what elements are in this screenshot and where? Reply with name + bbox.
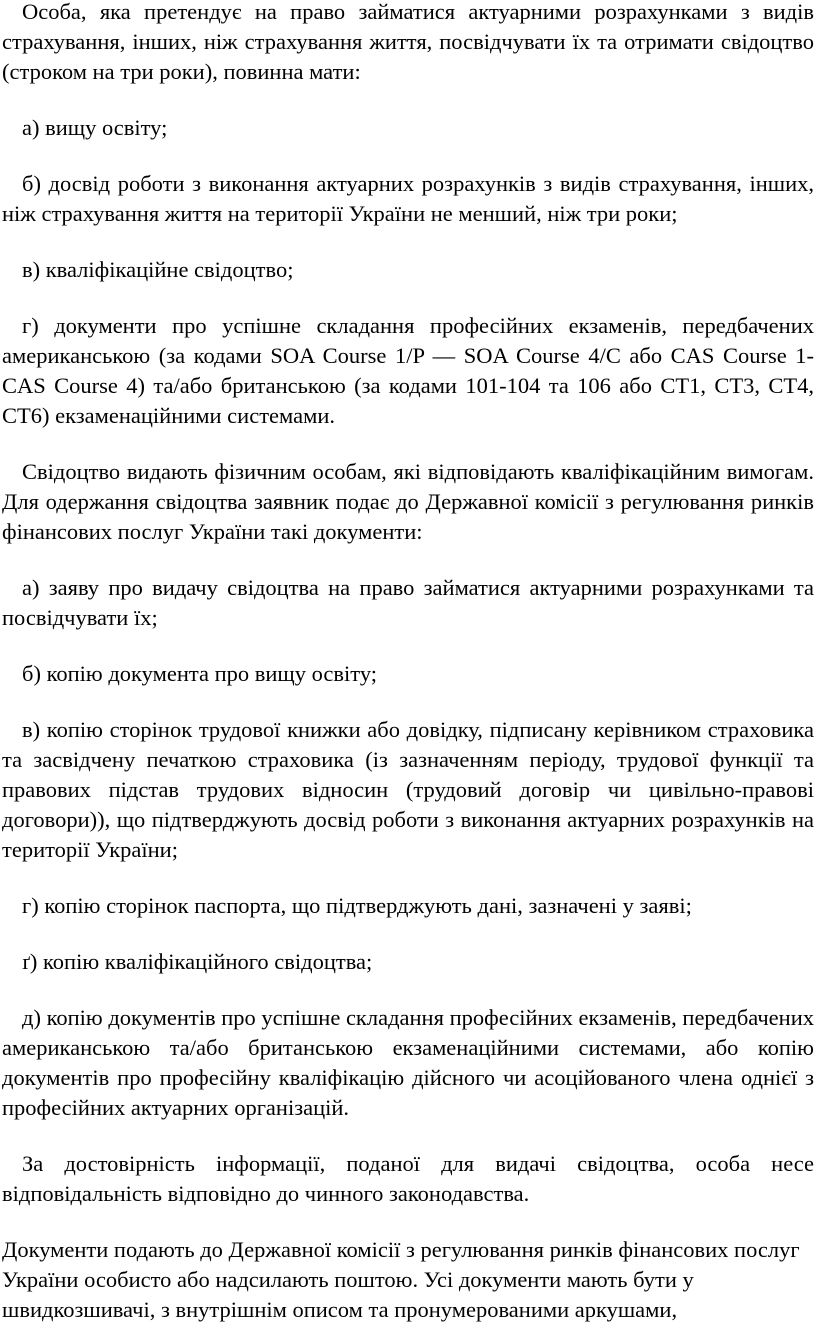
list-item-exam-documents-copy: д) копію документів про успішне складання професійних екзаменів, передбачених американською та/або британською екзаменаційними системами, або копію документів про професійну кваліфікацію дійсного чи асоційованого члена однієї з професійних актуарних організацій. bbox=[2, 1005, 814, 1120]
list-item-work-experience: б) досвід роботи з виконання актуарних розрахунків з видів страхування, інших, ніж страхування життя на території України не менший, ніж три роки; bbox=[2, 171, 814, 226]
list-item-higher-education: а) вищу освіту; bbox=[22, 115, 168, 140]
list-item-diploma-copy: б) копію документа про вищу освіту; bbox=[22, 661, 378, 686]
paragraph-responsibility: За достовірність інформації, поданої для видачі свідоцтва, особа несе відповідальність відповідно до чинного законодавства. bbox=[2, 1151, 814, 1206]
paragraph-actuary-requirements: Особа, яка претендує на право займатися актуарними розрахунками з видів страхування, інших, ніж страхування життя, посвідчувати їх та отримати свідоцтво (строком на три роки), повинна мати: bbox=[2, 0, 814, 84]
paragraph-submission: Документи подають до Державної комісії з регулювання ринків фінансових послуг України особисто або надсилають поштою. Усі документи мають бути у швидкозшивачі, з внутрішнім описом та пронумерованими аркушами, bbox=[2, 1237, 800, 1322]
list-item-employment-record-copy: в) копію сторінок трудової книжки або довідку, підписану керівником страховика та засвідчену печаткою страховика (із зазначенням періоду, трудової функції та правових підстав трудових відносин (трудовий договір чи цивільно-правові договори)), що підтверджують досвід роботи з виконання актуарних розрахунків на території України; bbox=[2, 717, 814, 862]
list-item-qualification-certificate: в) кваліфікаційне свідоцтво; bbox=[22, 257, 294, 282]
list-item-application: а) заяву про видачу свідоцтва на право займатися актуарними розрахунками та посвідчувати їх; bbox=[2, 575, 814, 630]
paragraph-certificate-issuance: Свідоцтво видають фізичним особам, які відповідають кваліфікаційним вимогам. Для одержання свідоцтва заявник подає до Державної комісії з регулювання ринків фінансових послуг України такі документи: bbox=[2, 459, 814, 544]
list-item-certificate-copy: ґ) копію кваліфікаційного свідоцтва; bbox=[22, 949, 373, 974]
list-item-passport-copy: г) копію сторінок паспорта, що підтверджують дані, зазначені у заяві; bbox=[22, 893, 692, 918]
list-item-exam-documents: г) документи про успішне складання професійних екзаменів, передбачених американською (за кодами SOA Course 1/P — SOA Course 4/C або CAS Course 1-CAS Course 4) та/або британською (за кодами 101-104 та 106 або CT1, CT3, CT4, CT6) екзаменаційними системами. bbox=[2, 313, 814, 428]
